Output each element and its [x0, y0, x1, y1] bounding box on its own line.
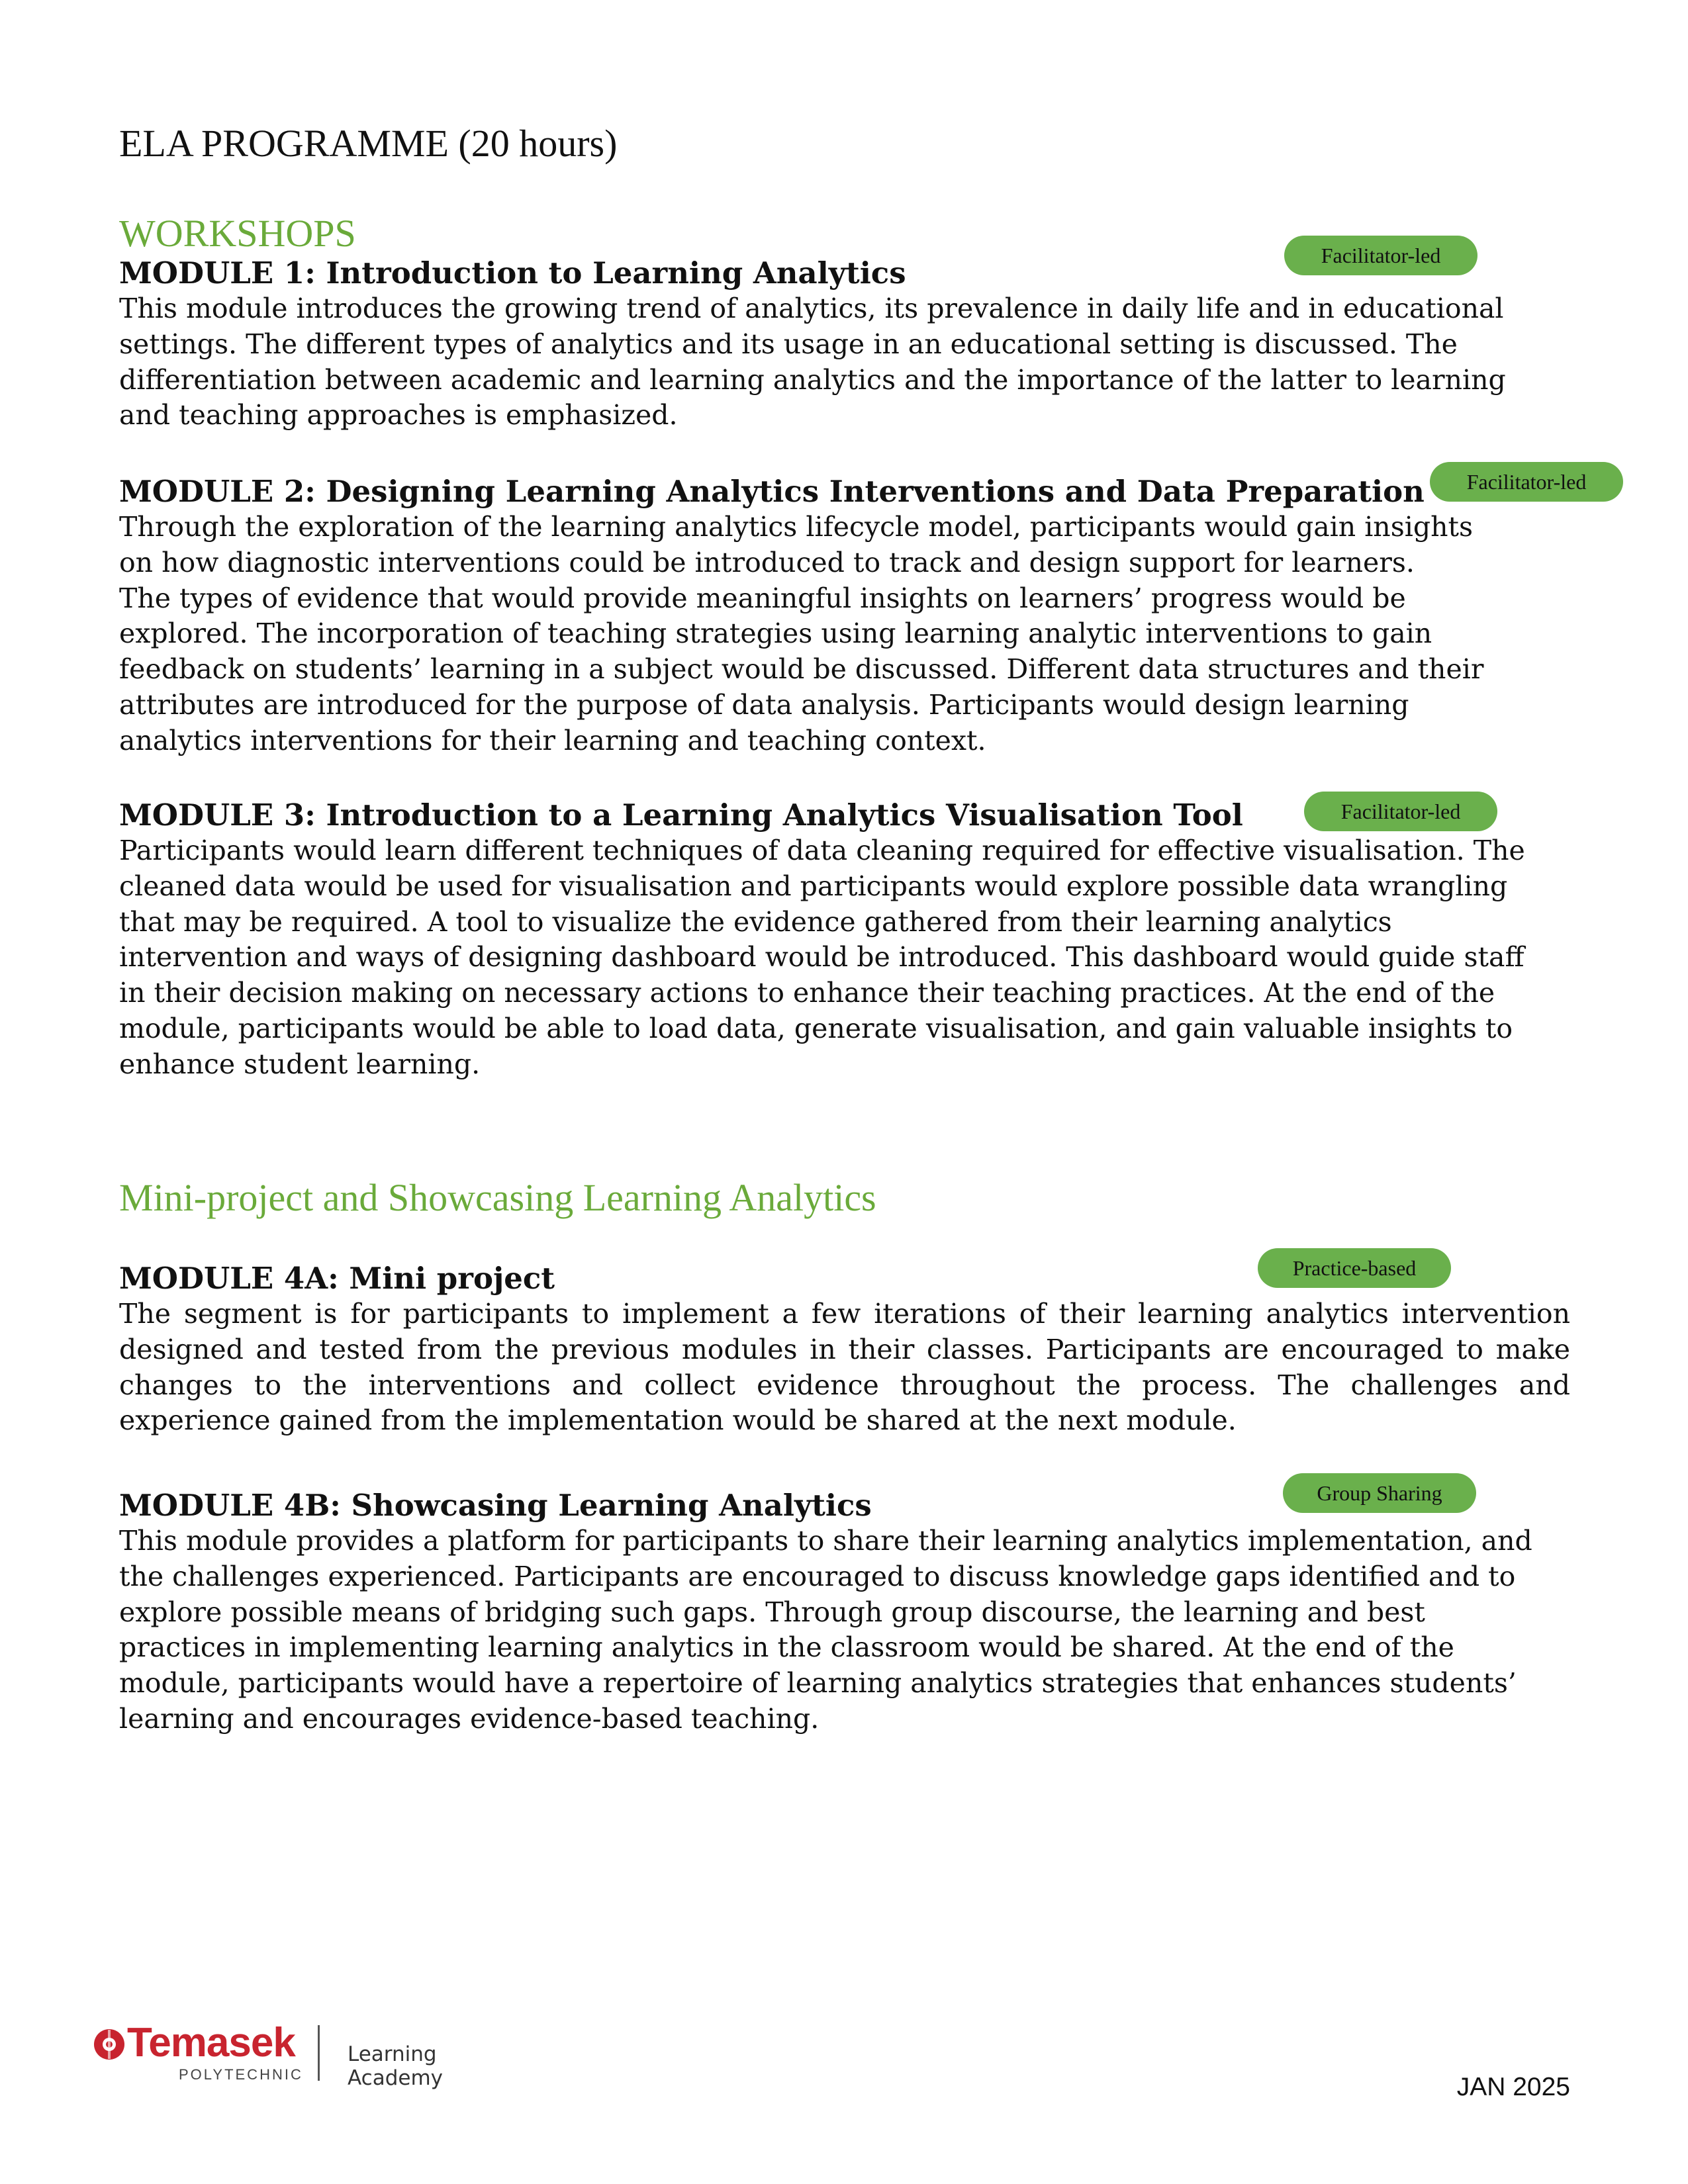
module-4b [119, 1488, 1575, 1737]
module-4b-description: This module provides a platform for participants to share their learning analytics implementation, and the challenges experienced. Participants are encouraged to discuss knowledge gaps identified and to explore possible means of bridging such gaps. Through group discourse, the learning and best practices in implementing learning analytics in the classroom would be shared. At the end of the module, participants would have a repertoire of learning analytics strategies that enhances students’ learning and encourages evidence-based teaching. [119, 1525, 1532, 1735]
module-4a-title: MODULE 4A: Mini project [119, 1261, 555, 1296]
module-2 [119, 474, 1575, 759]
footer-date: JAN 2025 [1456, 2073, 1570, 2101]
module-1 [119, 255, 1575, 433]
module-3-mode-badge: Facilitator-led [1304, 792, 1497, 831]
module-4b-mode-badge: Group Sharing [1283, 1473, 1476, 1513]
module-4a-mode-badge: Practice-based [1258, 1248, 1451, 1288]
module-2-description: Through the exploration of the learning analytics lifecycle model, participants would gain insights on how diagnostic interventions could be introduced to track and design support for learners. The types of evidence that would provide meaningful insights on learners’ progress would be explored. The incorporation of teaching strategies using learning analytic interventions to gain feedback on students’ learning in a subject would be discussed. Different data structures and their attributes are introduced for the purpose of data analysis. Participants would design learning analytics interventions for their learning and teaching context. [119, 511, 1484, 756]
module-1-mode-badge: Facilitator-led [1284, 236, 1477, 275]
module-1-description: This module introduces the growing trend of analytics, its prevalence in daily life and in educational settings. The different types of analytics and its usage in an educational setting is discussed. The differentiation between academic and learning analytics and the importance of the latter to learning and teaching approaches is emphasized. [119, 293, 1506, 432]
module-2-title: MODULE 2: Designing Learning Analytics Interventions and Data Preparation [119, 474, 1425, 509]
temasek-emblem-icon [93, 2028, 126, 2061]
module-3 [119, 797, 1575, 1083]
module-3-description: Participants would learn different techniques of data cleaning required for effective visualisation. The cleaned data would be used for visualisation and participants would explore possible data wrangling that may be required. A tool to visualize the evidence gathered from their learning analytics intervention and ways of designing dashboard would be introduced. This dashboard would guide staff in their decision making on necessary actions to enhance their teaching practices. At the end of the module, participants would be able to load data, generate visualisation, and gain valuable insights to enhance student learning. [119, 835, 1525, 1080]
learning-academy-label: Learning Academy [348, 2042, 443, 2090]
module-3-title: MODULE 3: Introduction to a Learning Analytics Visualisation Tool [119, 797, 1243, 833]
module-1-title: MODULE 1: Introduction to Learning Analytics [119, 255, 906, 291]
workshops-heading: WORKSHOPS [119, 212, 356, 255]
module-4b-title: MODULE 4B: Showcasing Learning Analytics [119, 1488, 872, 1523]
module-4a [119, 1261, 1575, 1439]
mini-project-heading: Mini-project and Showcasing Learning Analytics [119, 1176, 876, 1219]
page-title: ELA PROGRAMME (20 hours) [119, 122, 618, 165]
temasek-polytechnic-logo [93, 2020, 530, 2090]
logo-wordmark: Temasek [127, 2020, 295, 2066]
logo-subtitle: POLYTECHNIC [179, 2066, 303, 2083]
module-2-mode-badge: Facilitator-led [1430, 462, 1623, 502]
module-4a-description: The segment is for participants to implement a few iterations of their learning analytics intervention designed and tested from the previous modules in their classes. Participants are encouraged to make changes to the interventions and collect evidence throughout the process. The challenges and experience gained from the implementation would be shared at the next module. [119, 1298, 1570, 1437]
logo-divider [318, 2025, 320, 2081]
